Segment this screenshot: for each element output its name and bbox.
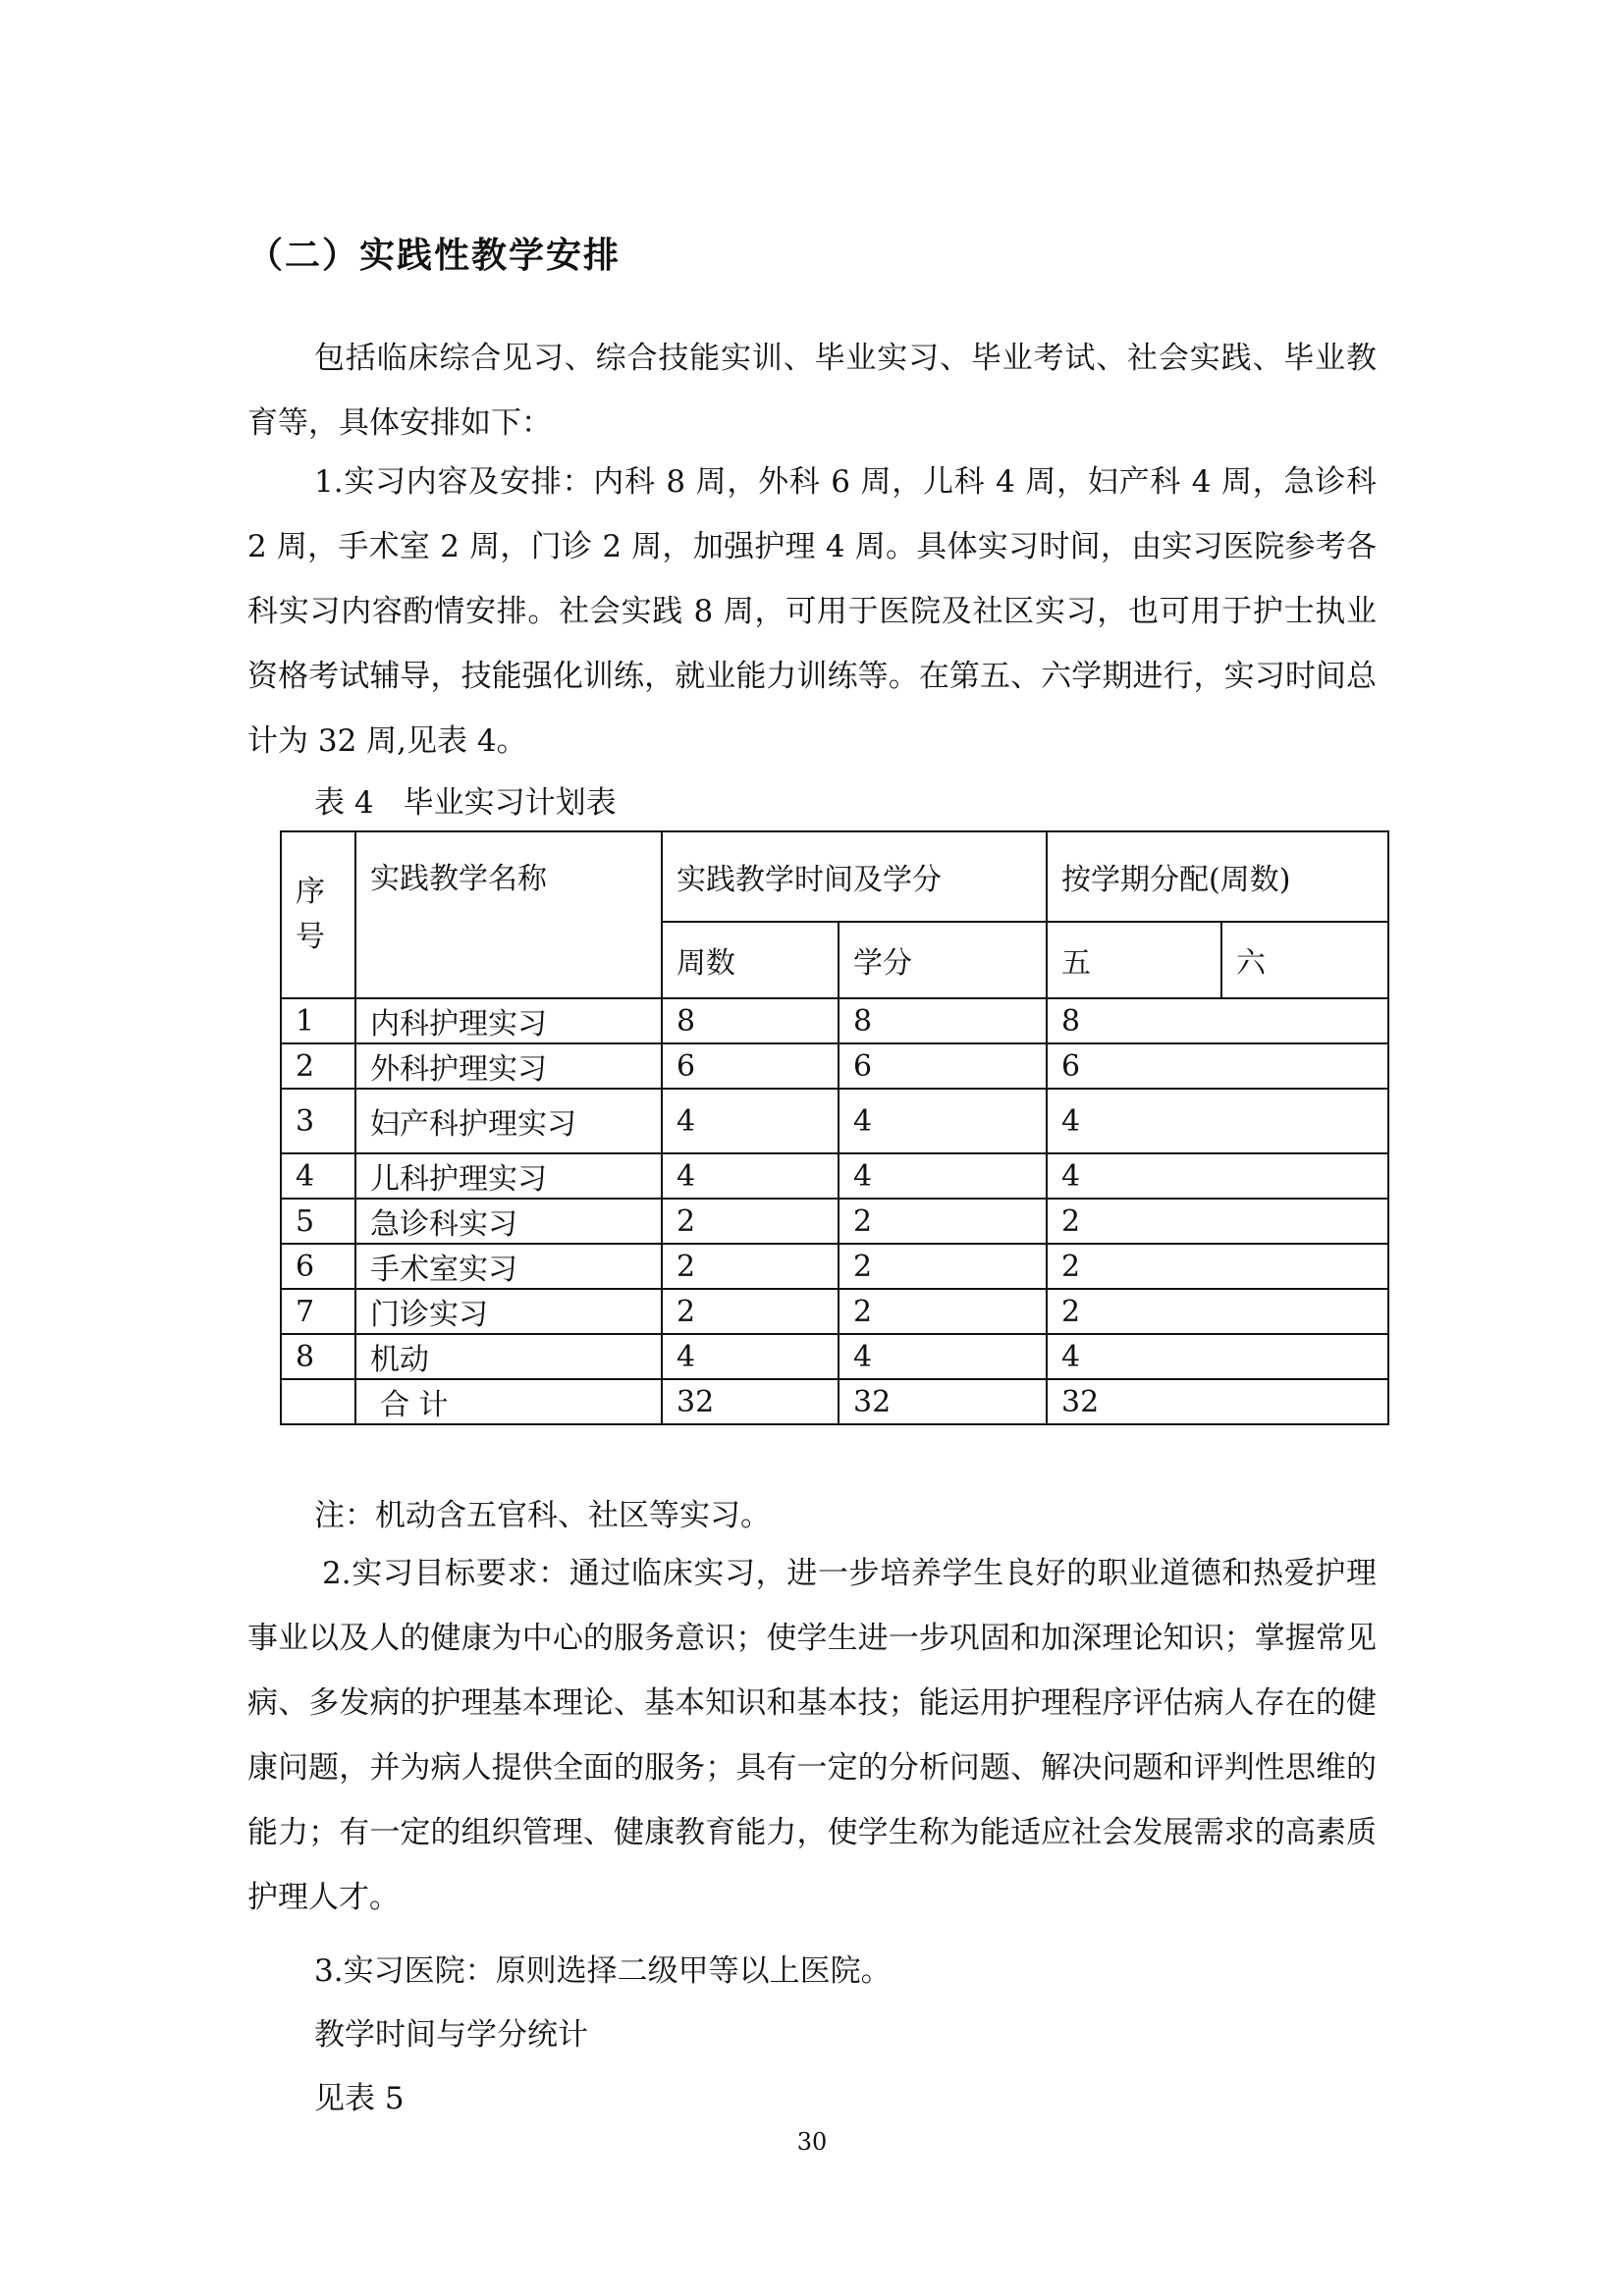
cell-name: 急诊科实习 bbox=[355, 1199, 662, 1244]
cell-name: 外科护理实习 bbox=[355, 1043, 662, 1089]
header-time-credit: 实践教学时间及学分 bbox=[662, 831, 1047, 922]
cell-credits: 4 bbox=[839, 1334, 1047, 1379]
cell-credits: 4 bbox=[839, 1153, 1047, 1199]
cell-weeks: 8 bbox=[662, 998, 839, 1043]
header-name: 实践教学名称 bbox=[355, 831, 662, 998]
cell-seq: 7 bbox=[281, 1289, 355, 1334]
cell-credits: 32 bbox=[839, 1379, 1047, 1424]
header-credits: 学分 bbox=[839, 922, 1047, 998]
cell-weeks: 2 bbox=[662, 1199, 839, 1244]
cell-credits: 2 bbox=[839, 1244, 1047, 1289]
cell-name: 手术室实习 bbox=[355, 1244, 662, 1289]
table-row bbox=[281, 1244, 1388, 1289]
table-caption-title: 毕业实习计划表 bbox=[403, 785, 617, 821]
cell-weeks: 2 bbox=[662, 1244, 839, 1289]
cell-name: 机动 bbox=[355, 1334, 662, 1379]
cell-seq: 8 bbox=[281, 1334, 355, 1379]
cell-semester: 2 bbox=[1047, 1244, 1388, 1289]
table-caption bbox=[314, 777, 646, 822]
item3-paragraph: 3.实习医院：原则选择二级甲等以上医院。 bbox=[314, 1953, 892, 1989]
cell-name: 门诊实习 bbox=[355, 1289, 662, 1334]
cell-weeks: 32 bbox=[662, 1379, 839, 1424]
cell-credits: 2 bbox=[839, 1289, 1047, 1334]
header-semester: 按学期分配(周数) bbox=[1047, 831, 1388, 922]
cell-credits: 8 bbox=[839, 998, 1047, 1043]
cell-seq: 3 bbox=[281, 1089, 355, 1153]
cell-weeks: 2 bbox=[662, 1289, 839, 1334]
header-weeks: 周数 bbox=[662, 922, 839, 998]
internship-plan-table bbox=[280, 830, 1389, 1425]
table-row bbox=[281, 1199, 1388, 1244]
cell-semester: 4 bbox=[1047, 1153, 1388, 1199]
cell-weeks: 4 bbox=[662, 1334, 839, 1379]
cell-credits: 6 bbox=[839, 1043, 1047, 1089]
cell-name: 儿科护理实习 bbox=[355, 1153, 662, 1199]
item2-paragraph: 2.实习目标要求：通过临床实习，进一步培养学生良好的职业道德和热爱护理事业以及人的健康为中心的服务意识；使学生进一步巩固和加深理论知识；掌握常见病、多发病的护理基本理论、基本知识和基本技；能运用护理程序评估病人存在的健康问题，并为病人提供全面的服务；具有一定的分析问题、解决问题和评判性思维的能力；有一定的组织管理、健康教育能力，使学生称为能适应社会发展需求的高素质护理人才。 bbox=[247, 1556, 1377, 1915]
cell-credits: 4 bbox=[839, 1089, 1047, 1153]
cell-name: 妇产科护理实习 bbox=[355, 1089, 662, 1153]
header-sem6: 六 bbox=[1221, 922, 1388, 998]
table-row bbox=[281, 1334, 1388, 1379]
table-row bbox=[281, 1089, 1388, 1153]
cell-weeks: 4 bbox=[662, 1089, 839, 1153]
cell-credits: 2 bbox=[839, 1199, 1047, 1244]
table-row bbox=[281, 1043, 1388, 1089]
cell-name: 内科护理实习 bbox=[355, 998, 662, 1043]
intro-paragraph: 包括临床综合见习、综合技能实训、毕业实习、毕业考试、社会实践、毕业教育等，具体安排如下： bbox=[247, 341, 1377, 441]
see-table-reference: 见表 5 bbox=[314, 2081, 405, 2116]
table-note: 注：机动含五官科、社区等实习。 bbox=[314, 1498, 771, 1533]
header-seq: 序号 bbox=[281, 831, 355, 998]
cell-name: 合 计 bbox=[355, 1379, 662, 1424]
cell-semester: 32 bbox=[1047, 1379, 1388, 1424]
cell-seq: 6 bbox=[281, 1244, 355, 1289]
table-row bbox=[281, 1153, 1388, 1199]
cell-semester: 4 bbox=[1047, 1089, 1388, 1153]
cell-semester: 8 bbox=[1047, 998, 1388, 1043]
cell-weeks: 6 bbox=[662, 1043, 839, 1089]
table-caption-number: 表 4 bbox=[314, 785, 374, 821]
cell-semester: 2 bbox=[1047, 1199, 1388, 1244]
table-total-row bbox=[281, 1379, 1388, 1424]
cell-seq: 1 bbox=[281, 998, 355, 1043]
table-row bbox=[281, 1289, 1388, 1334]
stats-title: 教学时间与学分统计 bbox=[314, 2017, 588, 2053]
cell-semester: 6 bbox=[1047, 1043, 1388, 1089]
cell-seq: 2 bbox=[281, 1043, 355, 1089]
table-row bbox=[281, 998, 1388, 1043]
page-number: 30 bbox=[796, 2128, 828, 2156]
table-header-row bbox=[281, 831, 1388, 922]
section-heading: （二）实践性教学安排 bbox=[247, 236, 622, 276]
cell-seq: 5 bbox=[281, 1199, 355, 1244]
cell-semester: 4 bbox=[1047, 1334, 1388, 1379]
header-sem5: 五 bbox=[1047, 922, 1221, 998]
cell-semester: 2 bbox=[1047, 1289, 1388, 1334]
cell-seq: 4 bbox=[281, 1153, 355, 1199]
cell-seq bbox=[281, 1379, 355, 1424]
cell-weeks: 4 bbox=[662, 1153, 839, 1199]
item1-paragraph: 1.实习内容及安排：内科 8 周，外科 6 周，儿科 4 周，妇产科 4 周，急诊科 2 周，手术室 2 周，门诊 2 周，加强护理 4 周。具体实习时间，由实习医院参考各科实习内容酌情安排。社会实践 8 周，可用于医院及社区实习，也可用于护士执业资格考试辅导，技能强化训练，就业能力训练等。在第五、六学期进行，实习时间总计为 32 周,见表 4。 bbox=[247, 464, 1377, 759]
